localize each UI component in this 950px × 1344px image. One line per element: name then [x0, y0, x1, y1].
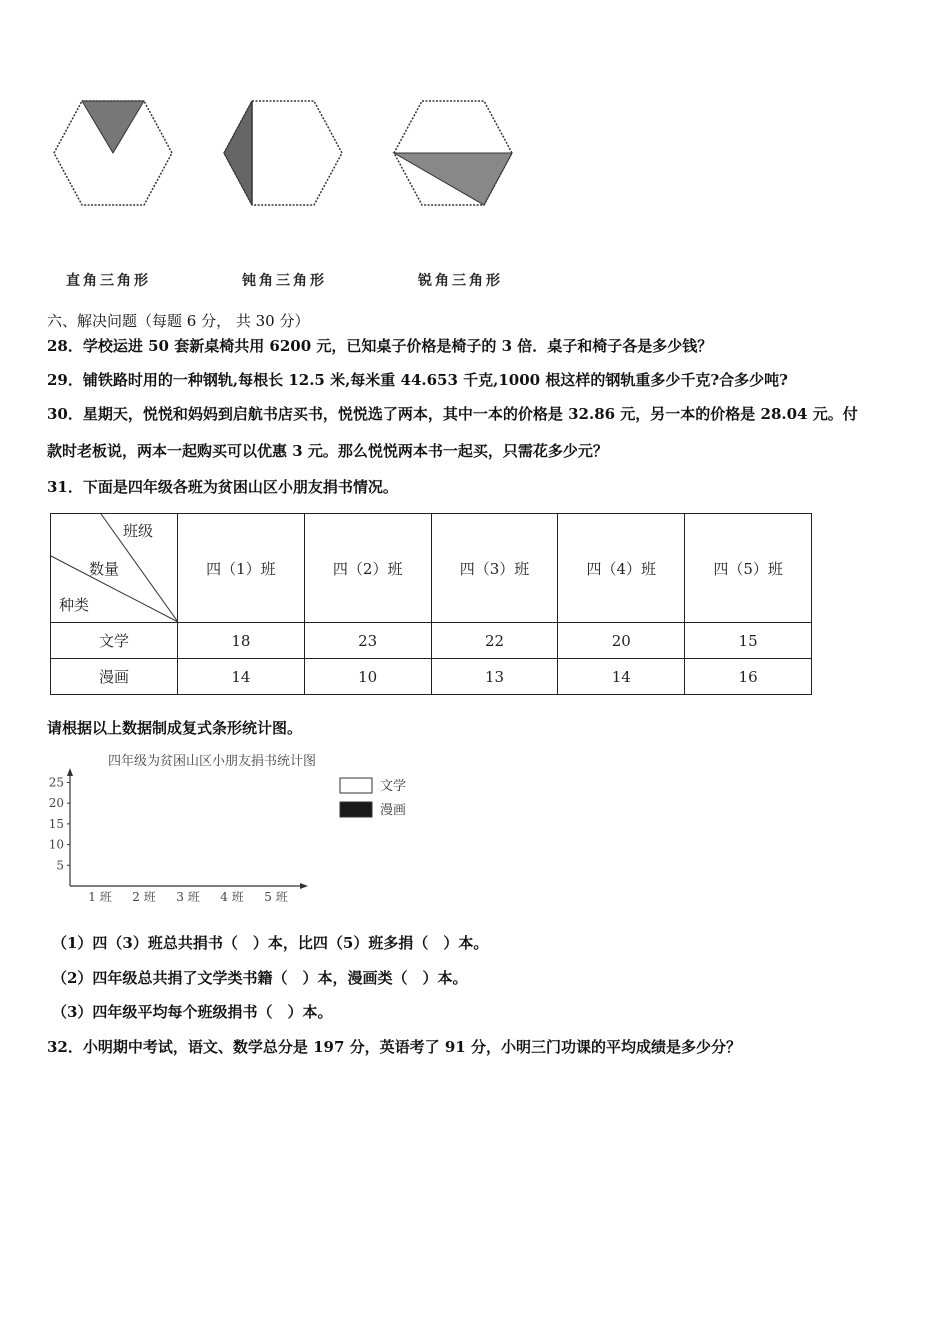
question-31: 31．下面是四年级各班为贫困山区小朋友捐书情况。	[47, 478, 398, 496]
donation-bar-chart	[40, 748, 440, 908]
table-cell: 23	[304, 623, 431, 659]
x-tick-label: 2 班	[132, 890, 156, 904]
caption-obtuse-triangle: 钝角三角形	[242, 273, 327, 289]
question-30-line-1: 30．星期天，悦悦和妈妈到启航书店买书，悦悦选了两本，其中一本的价格是 32.86 元，另一本的价格是 28.04 元。付	[47, 405, 858, 423]
question-32: 32．小明期中考试，语文、数学总分是 197 分，英语考了 91 分，小明三门功课的平均成绩是多少分？	[47, 1038, 741, 1056]
y-tick-label: 25	[48, 775, 64, 790]
legend-swatch-comics	[340, 802, 372, 817]
table-row	[51, 623, 812, 659]
hexagon-figure-obtuse-triangle	[220, 98, 345, 208]
table-cell: 14	[178, 659, 305, 695]
donation-table	[50, 513, 812, 695]
table-cell: 22	[431, 623, 558, 659]
y-tick-label: 5	[56, 858, 64, 873]
class-header-5: 四（5）班	[685, 514, 812, 623]
y-axis-arrow	[67, 768, 73, 776]
table-cell: 10	[304, 659, 431, 695]
table-cell: 14	[558, 659, 685, 695]
row-label-comics: 漫画	[51, 659, 178, 695]
x-tick-label: 4 班	[220, 890, 244, 904]
y-tick-label: 15	[48, 816, 64, 831]
chart-title: 四年级为贫困山区小朋友捐书统计图	[108, 754, 317, 769]
hexagon-figure-right-triangle	[50, 98, 175, 208]
x-axis-arrow	[300, 883, 308, 889]
legend-label-literature: 文学	[380, 779, 407, 794]
caption-acute-triangle: 锐角三角形	[418, 273, 503, 289]
section-heading: 六、解决问题（每题 6 分， 共 30 分）	[47, 312, 310, 330]
question-29: 29．铺铁路时用的一种钢轨,每根长 12.5 米,每米重 44.653 千克,1000 根这样的钢轨重多少千克?合多少吨?	[47, 371, 788, 389]
caption-right-triangle: 直角三角形	[66, 273, 151, 289]
corner-label-class: 班级	[123, 522, 154, 540]
y-tick-label: 20	[48, 796, 64, 811]
y-tick-label: 10	[48, 837, 64, 852]
subquestion-3: （3）四年级平均每个班级捐书（ ）本。	[52, 1003, 333, 1021]
class-header-4: 四（4）班	[558, 514, 685, 623]
subquestion-1: （1）四（3）班总共捐书（ ）本，比四（5）班多捐（ ）本。	[52, 934, 489, 952]
class-header-1: 四（1）班	[178, 514, 305, 623]
class-header-2: 四（2）班	[304, 514, 431, 623]
legend-swatch-literature	[340, 778, 372, 793]
table-cell: 13	[431, 659, 558, 695]
table-header-row	[51, 514, 812, 623]
legend-label-comics: 漫画	[380, 803, 407, 818]
table-cell: 15	[685, 623, 812, 659]
hexagon-figure-acute-triangle	[390, 98, 515, 208]
question-30-line-2: 款时老板说，两本一起购买可以优惠 3 元。那么悦悦两本书一起买，只需花多少元？	[47, 442, 608, 460]
x-tick-label: 5 班	[264, 890, 288, 904]
corner-label-quantity: 数量	[89, 560, 120, 578]
corner-label-category: 种类	[59, 596, 90, 614]
chart-instruction: 请根据以上数据制成复式条形统计图。	[47, 719, 303, 737]
class-header-3: 四（3）班	[431, 514, 558, 623]
table-cell: 18	[178, 623, 305, 659]
x-tick-label: 1 班	[88, 890, 112, 904]
table-corner-cell	[51, 514, 178, 623]
question-28: 28．学校运进 50 套新桌椅共用 6200 元，已知桌子价格是椅子的 3 倍．桌子和椅子各是多少钱？	[47, 337, 713, 355]
row-label-literature: 文学	[51, 623, 178, 659]
x-tick-label: 3 班	[176, 890, 200, 904]
table-cell: 16	[685, 659, 812, 695]
table-cell: 20	[558, 623, 685, 659]
table-row	[51, 659, 812, 695]
subquestion-2: （2）四年级总共捐了文学类书籍（ ）本，漫画类（ ）本。	[52, 969, 468, 987]
